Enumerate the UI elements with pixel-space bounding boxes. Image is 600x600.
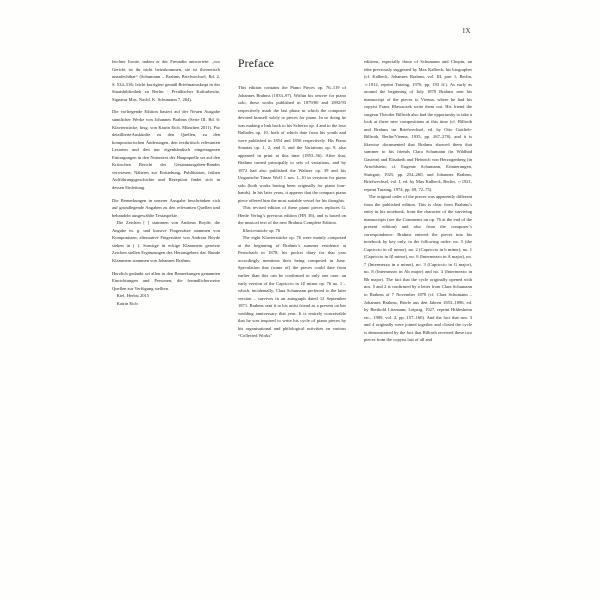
paragraph: Die Zeichen [ ] stammen von Andreas Boyde, die Angabe m. g. und kursive Fingersätze stammen von Komponisten; alternative Fingersätze von Andreas Boyde stehen in ( ). Sonstige in eckige Klammern gesetzte Zeichen stellen Ergänzungen des Herausgebers dar. Runde Klammern stammen von Johannes Brahms. [112,220,220,263]
signature-place-date: Kiel, Herbst 2015 [116,293,150,299]
paragraph: This edition contains the Piano Pieces op. 76–119 of Johannes Brahms (1833–97). Within his oeuvre for piano solo, these works published in 1879/80 and 1892/93 respectively mark the last phase in which the composer devoted himself solely to pieces for piano. In so doing he was making a link back to his Scherzo op. 4 and to the four Ballades op. 10, both of which date from his youth and were published in 1854 and 1856 respectively. His Piano Sonatas op. 1, 2, and 5, and the Variations op. 9, also appeared in print at this time (1853–56). After that, Brahms turned principally to sets of variations, and by 1872 had also published the Waltzer op. 39 and his Ungarische Tänze WoO 1 nos. 1–10 in versions for piano solo (both works having been originally for piano four-hands). In his later years, it appears that the compact piano piece offered him the most suitable vessel for his thoughts. [238,85,346,203]
signature-editor-name: Katrin Eich [116,300,138,306]
paragraph: Die Bemerkungen in unserer Ausgabe beschränken sich auf grundlegende Angaben zu den relevanten Quellen und behandeln ausgewählte Textaspekte. [112,197,220,218]
paragraph: leichter Ironie, indem er der Freundin antwortete: „vor Gericht ist ihr nicht beizukommen, sie ist theoretisch unanfechtbar“ (Schumann – Brahms Briefwechsel, Bd. 2, S. 534–536; leicht korrigiert gemäß Briefmanuskript in der Staatsbibliothek zu Berlin · Preußischer Kulturbesitz, Signatur Mus. Nachl. K. Schumann 7, 284). [112,59,220,102]
paragraph: This revised edition of these piano pieces replaces G. Henle Verlag’s previous edition (HN 36), and is based on the musical text of the new Brahms Complete Edition. [238,205,346,226]
page-title: Preface [238,57,275,70]
text-columns [112,58,472,540]
column-middle-english [238,58,346,540]
page-folio: IX [462,27,471,35]
paragraph: The original order of the pieces was apparently different from the published edition. This is clear from Brahms’s entry in his notebook, from the character of the surviving manuscripts (see the Comments on op. 76 at the end of the present edition) and also from the composer’s correspondence. Brahms entered the pieces into his notebook by key only, in the following order: no. 5 (the Capriccio in c♯ minor), no. 2 (Capriccio in b minor), no. 1 (Capriccio in f♯ minor), no. 6 (Intermezzo in A major), no. 7 (Intermezzo in a minor), no. 3 (Capriccio in G major), no. 8 (Intermezzo in Ab major) and no. 4 (Intermezzo in Bb major). The fact that the cycle originally opened with nos. 5 and 2 is confirmed by a letter from Clara Schumann to Brahms of 7 November 1878 (cf. Clara Schumann – Johannes Brahms, Briefe aus den Jahren 1853–1896, ed. by Berthold Litzmann, Leipzig, 1927, reprint Hildesheim etc., 1989, vol. 2, pp. 157–160). And the fact that nos. 3 and 4 originally were joined together and closed the cycle is demonstrated by the fact that Billroth received these two pieces from the copyist last of all and [364,194,472,343]
paragraph: editions, especially those of Schumann and Chopin, an idea previously suggested by Max Kalbeck, his biographer (cf. Kalbeck, Johannes Brahms, vol. III, part 1, Berlin, ⇔1912, reprint Tutzing, 1976, pp. 193 ff.). As early as around the beginning of July 1878 Brahms sent his manuscript of the pieces to Vienna, where he had his copyist Franz Hlawaczek write them out. His friend the surgeon Theodor Billroth also had the opportunity to take a look at these new compositions at this time (cf. Billroth und Brahms im Briefwechsel, ed. by Otto Gottlieb-Billroth, Berlin/Vienna, 1935, pp. 267–278), and it is likewise documented that Brahms showed them that summer to his friends Clara Schumann (in Wildbad Gastein) and Elisabeth and Heinrich von Herzogenberg (in Arnoldstein; cf. Eugenie Schumann, Erinnerungen, Stuttgart, 1925, pp. 254–260, and Johannes Brahms, Briefwechsel, vol. I, ed. by Max Kalbeck, Berlin, ⇔1921, reprint Tutzing, 1974, pp. 69, 72–75). [364,59,472,192]
paragraph: Herzlich gedankt sei allen in den Bemerkungen genannten Einrichtungen und Personen, die freundlicherweise Quellen zur Verfügung stellten. [112,270,220,291]
column-left-german [112,58,220,540]
paragraph: Die vorliegende Edition basiert auf der Neuen Ausgabe sämtlicher Werke von Johannes Brahms (Serie III, Bd. 6: Klavierstücke, hrsg. von Katrin Eich, München 2011). Für detaillierteAuskünfte zu den Quellen, zu den kompositorischen Änderungen, den textkritisch relevanten Lesarten und den nur eigenhändisch eingetragenen Eintragungen in den Notentext der Hauptquelle sei auf den Kritischen Bericht des Gesamtausgaben-Bandes verwiesen; Näheres zur Entstehung, Publikation, frühen Aufführungsgeschichte und Rezeption findet sich in dessen Einleitung. [112,109,220,190]
column-right-english [364,58,472,540]
paragraph: The eight Klavierstücke op. 76 were mainly composed at the beginning of Brahms’s summer residence at Pertschach in 1878; his pocket diary for that year accordingly mentions their being composed in June. Speculation that (some of) the pieces could date from earlier than this can be confirmed in only one case: an early version of the Capriccio in f♯ minor op. 76 no. 1 – which, incidentally, Clara Schumann preferred to the later version – survives in an autograph dated 12 September 1871. Brahms sent it to his artist friend as a present on her wedding anniversary that year. It is entirely conceivable that he was inspired to write his cycle of piano pieces by his organisational and philological activities on various “Collected Works” [238,235,346,339]
section-heading-klavierstucke-op-76: Klavierstücke op. 76 [242,227,281,233]
